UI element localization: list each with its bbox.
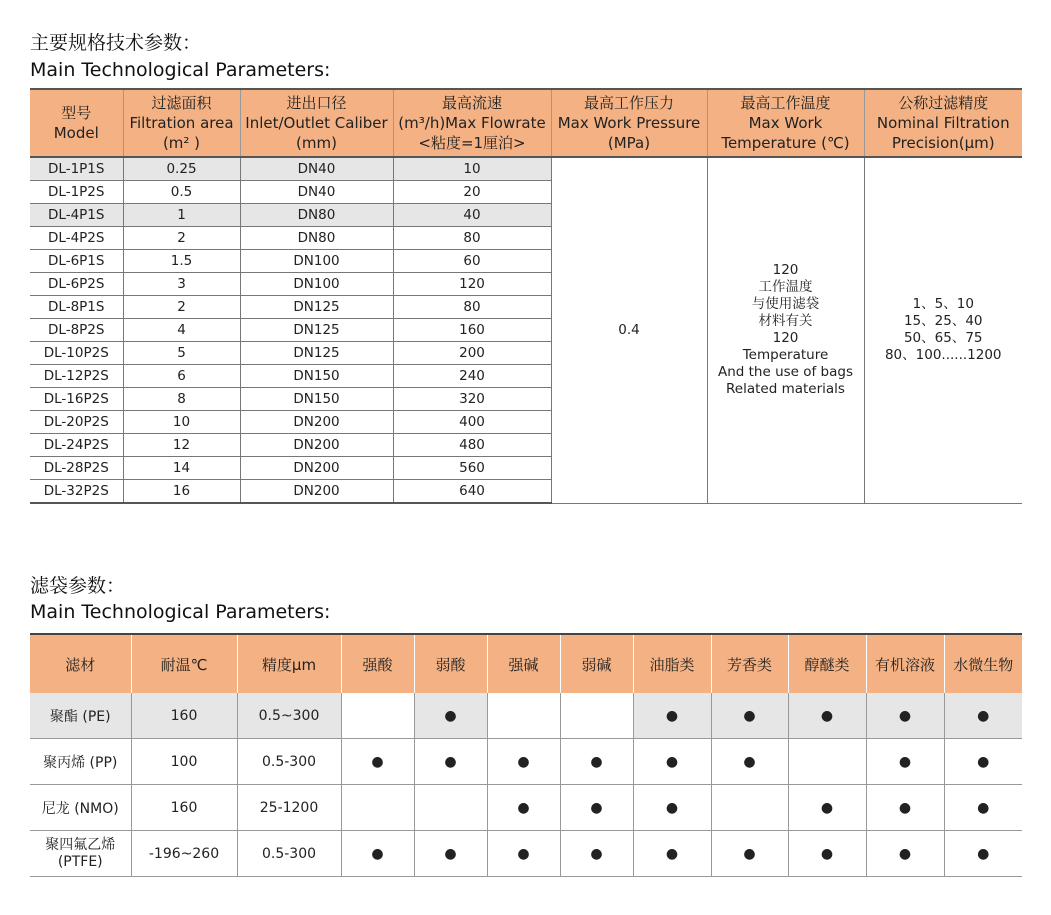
specs-header-line: Filtration area (129, 114, 234, 132)
resistance-cell (560, 693, 633, 739)
dot-icon: ● (590, 799, 603, 816)
specs-cell: DL-4P2S (30, 227, 123, 250)
filter-bag-header-cell: 有机溶液 (866, 634, 944, 693)
temperature-line: 120 (772, 262, 799, 279)
filter-bag-header-cell: 醇醚类 (788, 634, 866, 693)
resistance-cell (487, 785, 560, 831)
dot-icon: ● (444, 753, 457, 770)
dot-icon: ● (517, 799, 530, 816)
specs-cell: 16 (123, 480, 240, 504)
resistance-cell (487, 831, 560, 877)
specs-cell: 5 (123, 342, 240, 365)
specs-cell: DL-12P2S (30, 365, 123, 388)
specs-cell: 320 (393, 388, 551, 411)
precision-cell: 0.5-300 (237, 739, 341, 785)
precision-line: 1、5、10 (912, 296, 974, 313)
filter-bag-header-cell: 精度μm (237, 634, 341, 693)
specs-header-line: 最高工作温度 (740, 94, 831, 112)
specs-cell: DN150 (240, 365, 393, 388)
table-row (30, 831, 1022, 877)
specs-cell: DN100 (240, 250, 393, 273)
specs-cell: 160 (393, 319, 551, 342)
filter-bag-header-cell: 油脂类 (633, 634, 711, 693)
resistance-cell (487, 739, 560, 785)
resistance-cell (341, 693, 414, 739)
resistance-cell (866, 831, 944, 877)
specs-cell: DL-16P2S (30, 388, 123, 411)
specs-header-cell (123, 89, 240, 157)
specs-cell: DL-6P2S (30, 273, 123, 296)
specs-cell: DL-28P2S (30, 457, 123, 480)
material-line: 聚四氟乙烯 (45, 836, 116, 853)
dot-icon: ● (590, 845, 603, 862)
table-row (30, 785, 1022, 831)
dot-icon: ● (743, 845, 756, 862)
dot-icon: ● (371, 753, 384, 770)
resistance-cell (711, 785, 788, 831)
dot-icon: ● (977, 845, 990, 862)
temperature-cell (707, 157, 864, 503)
specs-header-line: (MPa) (607, 134, 651, 152)
resistance-cell (788, 693, 866, 739)
temperature-line: Temperature (742, 347, 829, 364)
specs-cell: 1 (123, 204, 240, 227)
specs-cell: DN80 (240, 204, 393, 227)
resistance-cell (414, 831, 487, 877)
specs-cell: 6 (123, 365, 240, 388)
material-cell: 聚丙烯 (PP) (30, 739, 131, 785)
specs-cell: 200 (393, 342, 551, 365)
resistance-cell (414, 739, 487, 785)
resistance-cell (711, 693, 788, 739)
dot-icon: ● (665, 753, 679, 770)
dot-icon: ● (977, 707, 990, 724)
dot-icon: ● (743, 753, 756, 770)
specs-cell: 4 (123, 319, 240, 342)
filter-bag-header-cell: 弱碱 (560, 634, 633, 693)
specs-header-line: 公称过滤精度 (898, 94, 989, 112)
resistance-cell (414, 693, 487, 739)
specs-cell: 10 (393, 157, 551, 181)
dot-icon: ● (977, 753, 990, 770)
resistance-cell (560, 785, 633, 831)
resistance-cell (633, 739, 711, 785)
section2-title-en: Main Technological Parameters: (30, 601, 331, 623)
filter-bag-table (30, 633, 1022, 877)
dot-icon: ● (590, 753, 603, 770)
specs-cell: 80 (393, 227, 551, 250)
material-cell: 聚酯 (PE) (30, 693, 131, 739)
specs-cell: 0.25 (123, 157, 240, 181)
dot-icon: ● (665, 707, 679, 724)
specs-header-cell (240, 89, 393, 157)
specs-cell: 480 (393, 434, 551, 457)
specs-header-cell (707, 89, 864, 157)
specs-cell: DN200 (240, 480, 393, 504)
resistance-cell (487, 693, 560, 739)
specs-cell: 40 (393, 204, 551, 227)
specs-cell: DN125 (240, 342, 393, 365)
dot-icon: ● (743, 707, 756, 724)
specs-header-line: <粘度=1厘泊> (418, 134, 526, 152)
resistance-cell (711, 831, 788, 877)
resistance-cell (788, 785, 866, 831)
specs-cell: 240 (393, 365, 551, 388)
specs-cell: DN40 (240, 157, 393, 181)
resistance-cell (866, 785, 944, 831)
resistance-cell (633, 785, 711, 831)
table-row (30, 739, 1022, 785)
specs-cell: DL-1P2S (30, 181, 123, 204)
temp-cell: 160 (131, 785, 237, 831)
resistance-cell (866, 739, 944, 785)
material-line: (PTFE) (57, 853, 103, 870)
specs-header-line: Model (53, 124, 99, 142)
specs-header-cell (393, 89, 551, 157)
specs-cell: DN125 (240, 296, 393, 319)
specs-cell: 0.5 (123, 181, 240, 204)
specs-cell: 560 (393, 457, 551, 480)
specs-cell: DL-8P2S (30, 319, 123, 342)
filter-bag-header-cell: 水微生物 (944, 634, 1022, 693)
specs-cell: 14 (123, 457, 240, 480)
specs-header-line: 最高工作压力 (583, 94, 674, 112)
specs-header-line: (mm) (296, 134, 337, 152)
specs-header-line: Precision(μm) (891, 134, 995, 152)
resistance-cell (944, 785, 1022, 831)
resistance-cell (944, 693, 1022, 739)
pressure-cell: 0.4 (551, 157, 707, 503)
filter-bag-header-row (30, 634, 1022, 693)
resistance-cell (560, 739, 633, 785)
section2-title-cn: 滤袋参数： (30, 575, 126, 597)
specs-cell: DL-24P2S (30, 434, 123, 457)
specs-cell: DL-8P1S (30, 296, 123, 319)
resistance-cell (414, 785, 487, 831)
specs-header-line: Temperature (℃) (721, 134, 850, 152)
filter-bag-header-cell: 芳香类 (711, 634, 788, 693)
specs-header-cell (864, 89, 1022, 157)
specs-cell: DL-6P1S (30, 250, 123, 273)
temperature-line: Related materials (726, 381, 845, 398)
specs-header-line: Max Work Pressure (557, 114, 701, 132)
specs-cell: 1.5 (123, 250, 240, 273)
resistance-cell (711, 739, 788, 785)
specs-cell: 640 (393, 480, 551, 504)
resistance-cell (944, 739, 1022, 785)
specs-cell: DN200 (240, 434, 393, 457)
specs-header-line: 最高流速 (441, 94, 502, 112)
material-cell: 尼龙 (NMO) (30, 785, 131, 831)
temp-cell: -196~260 (131, 831, 237, 877)
specs-header-line: 型号 (61, 104, 92, 122)
dot-icon: ● (517, 845, 530, 862)
specs-cell: DN200 (240, 457, 393, 480)
specs-header-line: Inlet/Outlet Caliber (245, 114, 388, 132)
dot-icon: ● (898, 799, 912, 816)
temperature-line: 工作温度 (758, 279, 813, 296)
specs-header-row (30, 89, 1022, 157)
dot-icon: ● (517, 753, 530, 770)
resistance-cell (560, 831, 633, 877)
specs-header-line: (m² ) (162, 134, 201, 152)
temp-cell: 100 (131, 739, 237, 785)
specs-cell: 3 (123, 273, 240, 296)
resistance-cell (788, 739, 866, 785)
resistance-cell (341, 785, 414, 831)
filter-bag-header-cell: 滤材 (30, 634, 131, 693)
specs-header-line: 过滤面积 (151, 94, 212, 112)
specs-cell: DL-20P2S (30, 411, 123, 434)
table-row (30, 157, 1022, 181)
specs-cell: DN40 (240, 181, 393, 204)
resistance-cell (944, 831, 1022, 877)
specs-header-line: Max Work (748, 114, 823, 132)
filter-bag-header-cell: 强碱 (487, 634, 560, 693)
table-row (30, 693, 1022, 739)
filter-bag-header-cell: 耐温℃ (131, 634, 237, 693)
specs-cell: 2 (123, 227, 240, 250)
specs-cell: DL-4P1S (30, 204, 123, 227)
specs-header-line: 进出口径 (286, 94, 347, 112)
specs-table (30, 88, 1022, 504)
resistance-cell (633, 831, 711, 877)
specs-cell: 20 (393, 181, 551, 204)
precision-cell: 0.5~300 (237, 693, 341, 739)
filter-bag-header-cell: 强酸 (341, 634, 414, 693)
specs-cell: 8 (123, 388, 240, 411)
resistance-cell (341, 739, 414, 785)
specs-header-cell (551, 89, 707, 157)
precision-line: 15、25、40 (903, 313, 983, 330)
precision-line: 80、100......1200 (884, 347, 1002, 364)
section1-title-en: Main Technological Parameters: (30, 59, 331, 81)
specs-header-cell (30, 89, 123, 157)
dot-icon: ● (665, 845, 679, 862)
material-cell (30, 831, 131, 877)
precision-cell (864, 157, 1022, 503)
specs-cell: DL-32P2S (30, 480, 123, 504)
specs-cell: DN80 (240, 227, 393, 250)
precision-cell: 25-1200 (237, 785, 341, 831)
specs-cell: 12 (123, 434, 240, 457)
section1-title-cn: 主要规格技术参数： (30, 32, 202, 54)
specs-cell: DL-1P1S (30, 157, 123, 181)
resistance-cell (633, 693, 711, 739)
specs-cell: DN150 (240, 388, 393, 411)
specs-cell: 120 (393, 273, 551, 296)
temperature-line: 120 (772, 330, 799, 347)
specs-cell: DL-10P2S (30, 342, 123, 365)
dot-icon: ● (444, 707, 457, 724)
specs-header-line: Nominal Filtration (876, 114, 1010, 132)
dot-icon: ● (444, 845, 457, 862)
specs-cell: 60 (393, 250, 551, 273)
dot-icon: ● (898, 707, 912, 724)
specs-cell: DN100 (240, 273, 393, 296)
dot-icon: ● (898, 753, 912, 770)
resistance-cell (341, 831, 414, 877)
resistance-cell (788, 831, 866, 877)
temp-cell: 160 (131, 693, 237, 739)
dot-icon: ● (820, 799, 834, 816)
precision-cell: 0.5-300 (237, 831, 341, 877)
temperature-line: 与使用滤袋 (751, 296, 820, 313)
specs-header-line: (m³/h)Max Flowrate (398, 114, 546, 132)
dot-icon: ● (820, 845, 834, 862)
temperature-line: 材料有关 (758, 313, 813, 330)
specs-cell: DN125 (240, 319, 393, 342)
precision-line: 50、65、75 (903, 330, 983, 347)
dot-icon: ● (820, 707, 834, 724)
specs-cell: DN200 (240, 411, 393, 434)
filter-bag-header-cell: 弱酸 (414, 634, 487, 693)
temperature-line: And the use of bags (717, 364, 854, 381)
dot-icon: ● (898, 845, 912, 862)
dot-icon: ● (665, 799, 679, 816)
specs-cell: 2 (123, 296, 240, 319)
specs-cell: 400 (393, 411, 551, 434)
resistance-cell (866, 693, 944, 739)
specs-cell: 80 (393, 296, 551, 319)
specs-cell: 10 (123, 411, 240, 434)
dot-icon: ● (371, 845, 384, 862)
dot-icon: ● (977, 799, 990, 816)
